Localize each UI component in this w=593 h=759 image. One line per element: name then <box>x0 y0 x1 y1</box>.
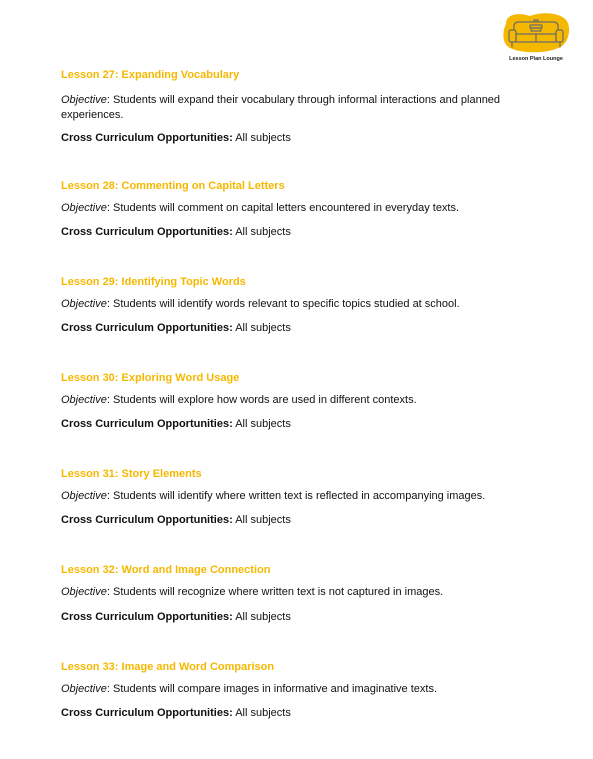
objective-text: Students will comment on capital letters encountered in everyday texts. <box>109 202 460 214</box>
lesson-item <box>61 68 561 164</box>
objective-label: Objective <box>61 202 107 214</box>
objective-text: Students will recognize where written text is not captured in images. <box>109 586 444 598</box>
objective-label: Objective <box>61 683 107 695</box>
lesson-title: Lesson 32: Word and Image Connection <box>61 564 271 576</box>
objective-label: Objective <box>61 298 107 310</box>
lesson-cross-curriculum <box>61 131 291 145</box>
objective-separator: : <box>106 298 110 310</box>
lesson-title: Lesson 33: Image and Word Comparison <box>61 661 275 673</box>
lesson-cross-curriculum <box>61 321 291 335</box>
lesson-item <box>61 644 561 724</box>
objective-text: Students will identify where written text is reflected in accompanying images. <box>109 490 486 502</box>
brand-logo <box>500 10 572 66</box>
sofa-icon <box>500 10 572 56</box>
lesson-title: Lesson 28: Commenting on Capital Letters <box>61 180 285 192</box>
objective-separator: : <box>106 586 110 598</box>
lesson-objective <box>61 93 521 123</box>
cross-curriculum-label: Cross Curriculum Opportunities: <box>61 418 233 430</box>
lesson-item <box>61 548 561 644</box>
lesson-objective <box>61 585 521 600</box>
lesson-cross-curriculum <box>61 513 291 527</box>
cross-curriculum-value: All subjects <box>232 611 291 623</box>
objective-label: Objective <box>61 490 107 502</box>
lesson-cross-curriculum <box>61 225 291 239</box>
lesson-objective <box>61 201 521 216</box>
cross-curriculum-label: Cross Curriculum Opportunities: <box>61 322 233 334</box>
cross-curriculum-label: Cross Curriculum Opportunities: <box>61 707 233 719</box>
cross-curriculum-label: Cross Curriculum Opportunities: <box>61 132 233 144</box>
lesson-title: Lesson 27: Expanding Vocabulary <box>61 69 240 81</box>
lesson-title: Lesson 31: Story Elements <box>61 468 202 480</box>
objective-label: Objective <box>61 394 107 406</box>
cross-curriculum-label: Cross Curriculum Opportunities: <box>61 514 233 526</box>
cross-curriculum-label: Cross Curriculum Opportunities: <box>61 611 233 623</box>
lesson-cross-curriculum <box>61 417 291 431</box>
lesson-item <box>61 356 561 452</box>
cross-curriculum-label: Cross Curriculum Opportunities: <box>61 226 233 238</box>
lesson-objective <box>61 393 521 408</box>
lesson-item <box>61 260 561 356</box>
objective-text: Students will compare images in informative and imaginative texts. <box>109 683 438 695</box>
objective-text: Students will identify words relevant to specific topics studied at school. <box>109 298 460 310</box>
cross-curriculum-value: All subjects <box>232 707 291 719</box>
objective-separator: : <box>106 94 110 106</box>
lesson-cross-curriculum <box>61 706 291 720</box>
cross-curriculum-value: All subjects <box>232 226 291 238</box>
objective-separator: : <box>106 683 110 695</box>
cross-curriculum-value: All subjects <box>232 322 291 334</box>
objective-label: Objective <box>61 586 107 598</box>
objective-separator: : <box>106 394 110 406</box>
lesson-item <box>61 164 561 260</box>
lesson-objective <box>61 682 521 697</box>
lesson-cross-curriculum <box>61 610 291 624</box>
cross-curriculum-value: All subjects <box>232 132 291 144</box>
lesson-item <box>61 452 561 548</box>
lesson-title: Lesson 29: Identifying Topic Words <box>61 276 246 288</box>
cross-curriculum-value: All subjects <box>232 418 291 430</box>
objective-label: Objective <box>61 94 107 106</box>
lesson-objective <box>61 489 521 504</box>
objective-separator: : <box>106 202 110 214</box>
lesson-objective <box>61 297 521 312</box>
lesson-title: Lesson 30: Exploring Word Usage <box>61 372 240 384</box>
lesson-list <box>61 68 561 724</box>
objective-separator: : <box>106 490 110 502</box>
logo-text: Lesson Plan Lounge <box>509 56 563 62</box>
objective-text: Students will explore how words are used in different contexts. <box>109 394 417 406</box>
objective-text: Students will expand their vocabulary through informal interactions and planned experiences. <box>61 94 501 121</box>
cross-curriculum-value: All subjects <box>232 514 291 526</box>
